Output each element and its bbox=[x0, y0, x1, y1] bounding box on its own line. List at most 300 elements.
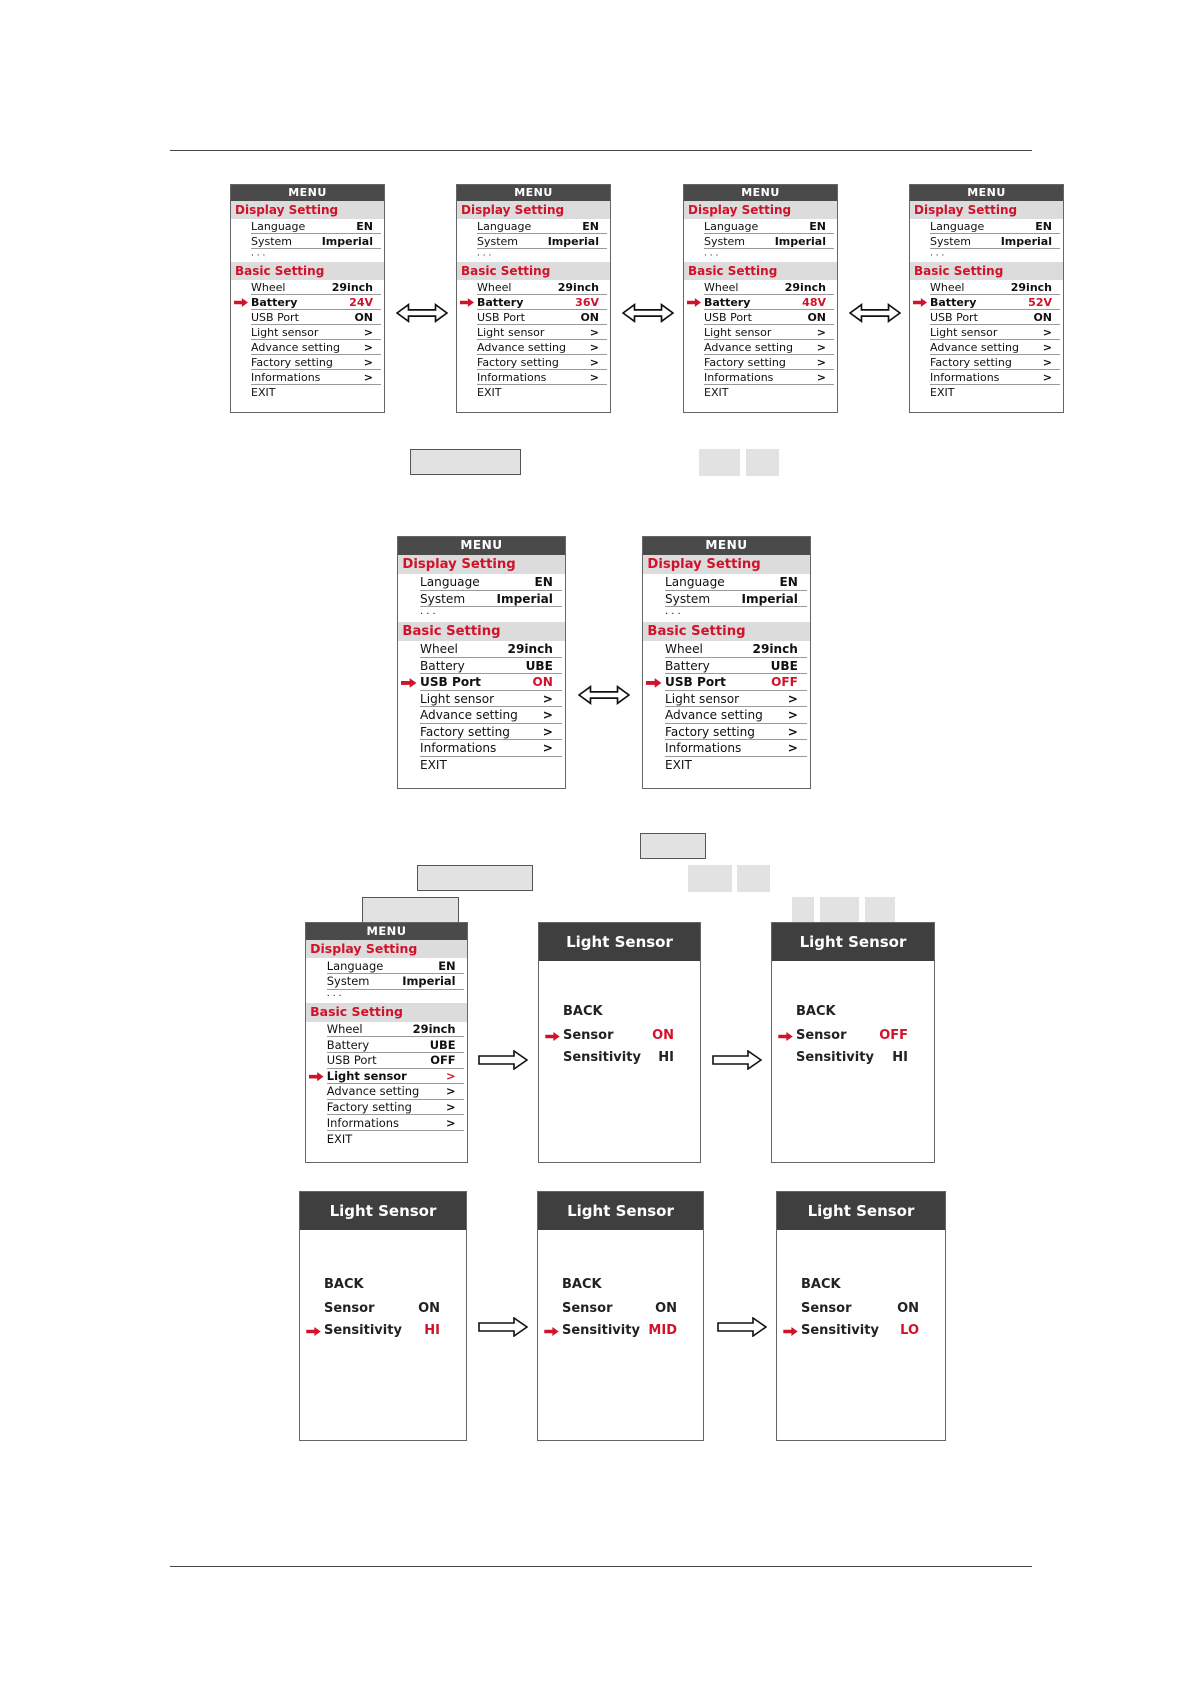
light-sensor-screen-lo bbox=[776, 1191, 946, 1441]
bidirectional-arrow-icon bbox=[622, 302, 674, 324]
row-label: Informations bbox=[704, 370, 774, 384]
advance-setting-row[interactable] bbox=[477, 340, 607, 355]
selection-arrow-icon bbox=[778, 1032, 793, 1041]
row-value: EN bbox=[1035, 219, 1052, 233]
row-label: Wheel bbox=[326, 1022, 363, 1037]
display-setting-header: Display Setting bbox=[231, 201, 384, 219]
right-arrow-icon bbox=[478, 1317, 528, 1337]
light-sensor-row[interactable] bbox=[251, 325, 381, 340]
battery-row[interactable] bbox=[665, 658, 807, 675]
row-value: HI bbox=[892, 1050, 908, 1065]
advance-setting-row[interactable] bbox=[930, 340, 1060, 355]
row-value: 29inch bbox=[1010, 280, 1052, 294]
row-label: BACK bbox=[562, 1277, 602, 1292]
sensor-row[interactable] bbox=[538, 1298, 703, 1320]
bidirectional-arrow-icon bbox=[396, 302, 448, 324]
row-value: > bbox=[816, 370, 826, 384]
row-label: EXIT bbox=[326, 1131, 353, 1146]
row-label: Sensor bbox=[801, 1301, 852, 1316]
row-value: > bbox=[542, 724, 553, 739]
sensitivity-row[interactable] bbox=[300, 1320, 466, 1342]
row-value: HI bbox=[658, 1050, 674, 1065]
battery-row[interactable] bbox=[251, 295, 381, 310]
row-value: > bbox=[445, 1084, 456, 1099]
wheel-row[interactable] bbox=[704, 280, 834, 295]
row-value: > bbox=[1042, 325, 1052, 339]
back-row[interactable] bbox=[538, 1274, 703, 1296]
caption-highlight bbox=[688, 865, 732, 892]
caption-highlight bbox=[417, 865, 533, 891]
row-value: > bbox=[1042, 355, 1052, 369]
row-value: ON bbox=[354, 310, 373, 324]
row-label: Light sensor bbox=[704, 325, 772, 339]
advance-setting-row[interactable] bbox=[665, 707, 807, 724]
system-row[interactable] bbox=[327, 974, 464, 990]
row-label: Sensitivity bbox=[801, 1323, 879, 1338]
row-value: > bbox=[589, 370, 599, 384]
more-items-ellipsis bbox=[477, 249, 610, 262]
display-setting-header: Display Setting bbox=[643, 555, 810, 575]
row-label: Sensor bbox=[562, 1301, 613, 1316]
row-label: USB Port bbox=[477, 310, 525, 324]
row-value: UBE bbox=[429, 1037, 456, 1052]
menu-screen-battery-0 bbox=[230, 184, 385, 413]
row-label: Advance setting bbox=[665, 708, 763, 723]
row-value: Imperial bbox=[496, 591, 553, 606]
sensor-row[interactable] bbox=[772, 1025, 934, 1047]
basic-setting-header: Basic Setting bbox=[306, 1003, 467, 1022]
row-value: OFF bbox=[879, 1028, 908, 1043]
display-setting-header: Display Setting bbox=[910, 201, 1063, 219]
exit-row[interactable] bbox=[665, 757, 807, 774]
row-value: > bbox=[363, 325, 373, 339]
row-value: LO bbox=[900, 1323, 919, 1338]
caption-highlight bbox=[746, 449, 779, 476]
battery-row[interactable] bbox=[420, 658, 562, 675]
row-label: BACK bbox=[324, 1277, 364, 1292]
factory-setting-row[interactable] bbox=[930, 355, 1060, 370]
light-sensor-row[interactable] bbox=[477, 325, 607, 340]
menu-screen-usb-on bbox=[397, 536, 566, 789]
menu-title: MENU bbox=[643, 537, 810, 555]
basic-setting-header: Basic Setting bbox=[643, 622, 810, 642]
caption-highlight bbox=[640, 833, 706, 859]
row-value: 29inch bbox=[752, 642, 798, 657]
row-label: System bbox=[704, 234, 746, 248]
row-label: USB Port bbox=[326, 1053, 377, 1068]
light-sensor-title: Light Sensor bbox=[539, 923, 700, 961]
row-label: Light sensor bbox=[420, 691, 495, 706]
caption-highlight bbox=[410, 449, 521, 475]
right-arrow-icon bbox=[478, 1050, 528, 1070]
bottom-rule bbox=[170, 1566, 1032, 1567]
row-label: Battery bbox=[665, 658, 710, 673]
row-label: Advance setting bbox=[477, 340, 566, 354]
informations-row[interactable] bbox=[665, 740, 807, 757]
caption-highlight bbox=[820, 897, 859, 924]
menu-screen-usb-off bbox=[642, 536, 811, 789]
row-value: > bbox=[542, 708, 553, 723]
selection-arrow-icon bbox=[306, 1327, 321, 1336]
row-value: > bbox=[445, 1115, 456, 1130]
row-label: Advance setting bbox=[930, 340, 1019, 354]
row-label: System bbox=[326, 974, 370, 989]
factory-setting-row[interactable] bbox=[704, 355, 834, 370]
row-value: > bbox=[787, 691, 798, 706]
selection-arrow-icon bbox=[646, 678, 661, 688]
row-label: EXIT bbox=[665, 758, 692, 773]
row-value: > bbox=[787, 708, 798, 723]
row-label: Informations bbox=[665, 741, 742, 756]
row-value: UBE bbox=[525, 658, 553, 673]
row-label: Light sensor bbox=[326, 1068, 407, 1083]
battery-row[interactable] bbox=[704, 295, 834, 310]
informations-row[interactable] bbox=[930, 370, 1060, 385]
row-value: 48V bbox=[802, 295, 826, 309]
basic-setting-header: Basic Setting bbox=[398, 622, 565, 642]
row-value: EN bbox=[438, 958, 456, 973]
row-value: > bbox=[816, 340, 826, 354]
light-sensor-screen-off bbox=[771, 922, 935, 1163]
row-label: Light sensor bbox=[477, 325, 545, 339]
language-row[interactable] bbox=[704, 219, 834, 234]
system-row[interactable] bbox=[930, 234, 1060, 249]
usb-port-row[interactable] bbox=[930, 310, 1060, 325]
system-row[interactable] bbox=[477, 234, 607, 249]
row-label: Advance setting bbox=[251, 340, 340, 354]
informations-row[interactable] bbox=[327, 1115, 464, 1131]
row-label: Factory setting bbox=[477, 355, 559, 369]
wheel-row[interactable] bbox=[327, 1022, 464, 1038]
wheel-row[interactable] bbox=[930, 280, 1060, 295]
display-setting-header: Display Setting bbox=[684, 201, 837, 219]
selection-arrow-icon bbox=[234, 298, 248, 307]
row-value: ON bbox=[580, 310, 599, 324]
light-sensor-row[interactable] bbox=[930, 325, 1060, 340]
light-sensor-title: Light Sensor bbox=[538, 1192, 703, 1230]
light-sensor-row[interactable] bbox=[327, 1069, 464, 1085]
row-label: Informations bbox=[477, 370, 547, 384]
light-sensor-title: Light Sensor bbox=[300, 1192, 466, 1230]
row-value: Imperial bbox=[1000, 234, 1052, 248]
back-row[interactable] bbox=[300, 1274, 466, 1296]
light-sensor-screen-mid bbox=[537, 1191, 704, 1441]
exit-row[interactable] bbox=[251, 385, 381, 400]
right-arrow-icon bbox=[712, 1050, 762, 1070]
row-value: Imperial bbox=[547, 234, 599, 248]
display-setting-header: Display Setting bbox=[457, 201, 610, 219]
basic-setting-header: Basic Setting bbox=[457, 262, 610, 280]
usb-port-row[interactable] bbox=[477, 310, 607, 325]
more-items-ellipsis bbox=[327, 990, 467, 1004]
light-sensor-row[interactable] bbox=[704, 325, 834, 340]
row-label: Battery bbox=[930, 295, 977, 309]
language-row[interactable] bbox=[930, 219, 1060, 234]
row-label: Light sensor bbox=[251, 325, 319, 339]
row-value: ON bbox=[655, 1301, 677, 1316]
row-label: Language bbox=[420, 575, 480, 590]
selection-arrow-icon bbox=[913, 298, 927, 307]
menu-title: MENU bbox=[684, 185, 837, 201]
row-value: 52V bbox=[1028, 295, 1052, 309]
back-row[interactable] bbox=[539, 1001, 700, 1023]
row-value: EN bbox=[779, 575, 798, 590]
row-label: Wheel bbox=[930, 280, 965, 294]
row-value: > bbox=[363, 355, 373, 369]
row-value: MID bbox=[648, 1323, 677, 1338]
row-label: USB Port bbox=[420, 675, 481, 690]
bidirectional-arrow-icon bbox=[578, 684, 630, 706]
battery-row[interactable] bbox=[327, 1037, 464, 1053]
selection-arrow-icon bbox=[687, 298, 701, 307]
row-label: Sensitivity bbox=[324, 1323, 402, 1338]
row-label: USB Port bbox=[251, 310, 299, 324]
row-label: BACK bbox=[563, 1004, 603, 1019]
row-label: Factory setting bbox=[665, 724, 755, 739]
row-label: Advance setting bbox=[326, 1084, 420, 1099]
row-label: EXIT bbox=[251, 386, 276, 399]
row-label: Battery bbox=[420, 658, 465, 673]
row-value: > bbox=[816, 325, 826, 339]
row-value: > bbox=[1042, 370, 1052, 384]
row-label: Light sensor bbox=[665, 691, 740, 706]
row-label: EXIT bbox=[704, 386, 729, 399]
display-setting-header: Display Setting bbox=[306, 940, 467, 959]
row-label: Factory setting bbox=[704, 355, 786, 369]
back-row[interactable] bbox=[772, 1001, 934, 1023]
light-sensor-row[interactable] bbox=[420, 691, 562, 708]
selection-arrow-icon bbox=[309, 1072, 324, 1081]
language-row[interactable] bbox=[477, 219, 607, 234]
system-row[interactable] bbox=[420, 591, 562, 608]
more-items-ellipsis bbox=[665, 607, 810, 621]
system-row[interactable] bbox=[665, 591, 807, 608]
advance-setting-row[interactable] bbox=[327, 1084, 464, 1100]
sensitivity-row[interactable] bbox=[539, 1047, 700, 1069]
row-label: Battery bbox=[326, 1037, 370, 1052]
row-label: Wheel bbox=[251, 280, 286, 294]
sensor-row[interactable] bbox=[777, 1298, 945, 1320]
row-value: > bbox=[589, 340, 599, 354]
exit-row[interactable] bbox=[477, 385, 607, 400]
informations-row[interactable] bbox=[251, 370, 381, 385]
row-label: Wheel bbox=[665, 642, 703, 657]
menu-screen-battery-2 bbox=[683, 184, 838, 413]
ellipsis-text: · · · bbox=[477, 250, 492, 261]
row-value: ON bbox=[532, 675, 553, 690]
row-value: Imperial bbox=[402, 974, 456, 989]
wheel-row[interactable] bbox=[420, 641, 562, 658]
row-value: EN bbox=[809, 219, 826, 233]
light-sensor-title: Light Sensor bbox=[777, 1192, 945, 1230]
caption-highlight bbox=[699, 449, 740, 476]
row-label: Battery bbox=[251, 295, 298, 309]
exit-row[interactable] bbox=[930, 385, 1060, 400]
battery-row[interactable] bbox=[477, 295, 607, 310]
menu-title: MENU bbox=[231, 185, 384, 201]
more-items-ellipsis bbox=[704, 249, 837, 262]
row-label: Informations bbox=[251, 370, 321, 384]
row-value: > bbox=[445, 1100, 456, 1115]
menu-screen-light-sensor bbox=[305, 922, 468, 1163]
row-label: BACK bbox=[801, 1277, 841, 1292]
row-label: USB Port bbox=[930, 310, 978, 324]
sensitivity-row[interactable] bbox=[777, 1320, 945, 1342]
system-row[interactable] bbox=[704, 234, 834, 249]
usb-port-row[interactable] bbox=[327, 1053, 464, 1069]
row-label: BACK bbox=[796, 1004, 836, 1019]
row-value: > bbox=[589, 355, 599, 369]
row-value: HI bbox=[424, 1323, 440, 1338]
factory-setting-row[interactable] bbox=[420, 724, 562, 741]
row-label: Factory setting bbox=[420, 724, 510, 739]
row-label: Sensitivity bbox=[796, 1050, 874, 1065]
row-value: ON bbox=[897, 1301, 919, 1316]
caption-highlight bbox=[362, 897, 459, 923]
informations-row[interactable] bbox=[704, 370, 834, 385]
row-label: Factory setting bbox=[251, 355, 333, 369]
language-row[interactable] bbox=[420, 574, 562, 591]
back-row[interactable] bbox=[777, 1274, 945, 1296]
usb-port-row[interactable] bbox=[251, 310, 381, 325]
row-label: Wheel bbox=[704, 280, 739, 294]
row-value: EN bbox=[356, 219, 373, 233]
light-sensor-screen-on bbox=[538, 922, 701, 1163]
display-setting-header: Display Setting bbox=[398, 555, 565, 575]
selection-arrow-icon bbox=[545, 1032, 560, 1041]
row-label: Factory setting bbox=[326, 1100, 412, 1115]
ellipsis-text: · · · bbox=[704, 250, 719, 261]
light-sensor-screen-hi bbox=[299, 1191, 467, 1441]
row-label: Language bbox=[477, 219, 532, 233]
exit-row[interactable] bbox=[420, 757, 562, 774]
row-value: EN bbox=[534, 575, 553, 590]
row-label: Language bbox=[251, 219, 306, 233]
row-value: UBE bbox=[770, 658, 798, 673]
exit-row[interactable] bbox=[327, 1131, 464, 1147]
more-items-ellipsis bbox=[251, 249, 384, 262]
basic-setting-header: Basic Setting bbox=[684, 262, 837, 280]
row-label: Battery bbox=[477, 295, 524, 309]
usb-port-row[interactable] bbox=[420, 674, 562, 691]
language-row[interactable] bbox=[327, 958, 464, 974]
language-row[interactable] bbox=[665, 574, 807, 591]
system-row[interactable] bbox=[251, 234, 381, 249]
informations-row[interactable] bbox=[420, 740, 562, 757]
factory-setting-row[interactable] bbox=[251, 355, 381, 370]
battery-row[interactable] bbox=[930, 295, 1060, 310]
row-value: 29inch bbox=[331, 280, 373, 294]
ellipsis-text: · · · bbox=[930, 250, 945, 261]
row-label: System bbox=[930, 234, 972, 248]
row-value: 36V bbox=[575, 295, 599, 309]
row-label: Sensor bbox=[796, 1028, 847, 1043]
row-label: Factory setting bbox=[930, 355, 1012, 369]
right-arrow-icon bbox=[717, 1317, 767, 1337]
row-value: 29inch bbox=[412, 1022, 456, 1037]
row-value: > bbox=[589, 325, 599, 339]
row-value: > bbox=[816, 355, 826, 369]
advance-setting-row[interactable] bbox=[251, 340, 381, 355]
bidirectional-arrow-icon bbox=[849, 302, 901, 324]
row-label: Informations bbox=[420, 741, 497, 756]
factory-setting-row[interactable] bbox=[327, 1100, 464, 1116]
row-value: > bbox=[542, 691, 553, 706]
row-value: 29inch bbox=[784, 280, 826, 294]
row-value: ON bbox=[1033, 310, 1052, 324]
sensitivity-row[interactable] bbox=[538, 1320, 703, 1342]
menu-title: MENU bbox=[306, 923, 467, 940]
top-rule bbox=[170, 150, 1032, 151]
language-row[interactable] bbox=[251, 219, 381, 234]
selection-arrow-icon bbox=[544, 1327, 559, 1336]
menu-screen-battery-3 bbox=[909, 184, 1064, 413]
row-label: System bbox=[251, 234, 293, 248]
menu-title: MENU bbox=[398, 537, 565, 555]
row-label: Sensitivity bbox=[562, 1323, 640, 1338]
row-label: EXIT bbox=[477, 386, 502, 399]
ellipsis-text: · · · bbox=[326, 990, 342, 1002]
light-sensor-row[interactable] bbox=[665, 691, 807, 708]
sensor-row[interactable] bbox=[300, 1298, 466, 1320]
row-value: > bbox=[542, 741, 553, 756]
row-value: > bbox=[363, 340, 373, 354]
wheel-row[interactable] bbox=[665, 641, 807, 658]
sensor-row[interactable] bbox=[539, 1025, 700, 1047]
usb-port-row[interactable] bbox=[704, 310, 834, 325]
row-label: Light sensor bbox=[930, 325, 998, 339]
row-label: Wheel bbox=[420, 642, 458, 657]
ellipsis-text: · · · bbox=[251, 250, 266, 261]
row-value: OFF bbox=[771, 675, 798, 690]
row-label: Sensor bbox=[324, 1301, 375, 1316]
usb-port-row[interactable] bbox=[665, 674, 807, 691]
menu-screen-battery-1 bbox=[456, 184, 611, 413]
ellipsis-text: · · · bbox=[420, 609, 436, 621]
row-label: Language bbox=[326, 958, 384, 973]
row-label: EXIT bbox=[930, 386, 955, 399]
row-value: > bbox=[1042, 340, 1052, 354]
row-label: Advance setting bbox=[704, 340, 793, 354]
row-value: > bbox=[363, 370, 373, 384]
selection-arrow-icon bbox=[460, 298, 474, 307]
advance-setting-row[interactable] bbox=[704, 340, 834, 355]
row-value: Imperial bbox=[321, 234, 373, 248]
row-value: ON bbox=[418, 1301, 440, 1316]
row-label: Informations bbox=[326, 1115, 399, 1130]
row-label: Language bbox=[704, 219, 759, 233]
row-label: USB Port bbox=[665, 675, 726, 690]
wheel-row[interactable] bbox=[251, 280, 381, 295]
row-label: Sensor bbox=[563, 1028, 614, 1043]
wheel-row[interactable] bbox=[477, 280, 607, 295]
row-value: ON bbox=[652, 1028, 674, 1043]
row-label: Advance setting bbox=[420, 708, 518, 723]
more-items-ellipsis bbox=[420, 607, 565, 621]
caption-highlight bbox=[792, 897, 814, 924]
factory-setting-row[interactable] bbox=[477, 355, 607, 370]
row-label: Language bbox=[930, 219, 985, 233]
factory-setting-row[interactable] bbox=[665, 724, 807, 741]
sensitivity-row[interactable] bbox=[772, 1047, 934, 1069]
selection-arrow-icon bbox=[401, 678, 416, 688]
row-value: > bbox=[787, 741, 798, 756]
row-value: OFF bbox=[430, 1053, 456, 1068]
exit-row[interactable] bbox=[704, 385, 834, 400]
light-sensor-title: Light Sensor bbox=[772, 923, 934, 961]
advance-setting-row[interactable] bbox=[420, 707, 562, 724]
informations-row[interactable] bbox=[477, 370, 607, 385]
